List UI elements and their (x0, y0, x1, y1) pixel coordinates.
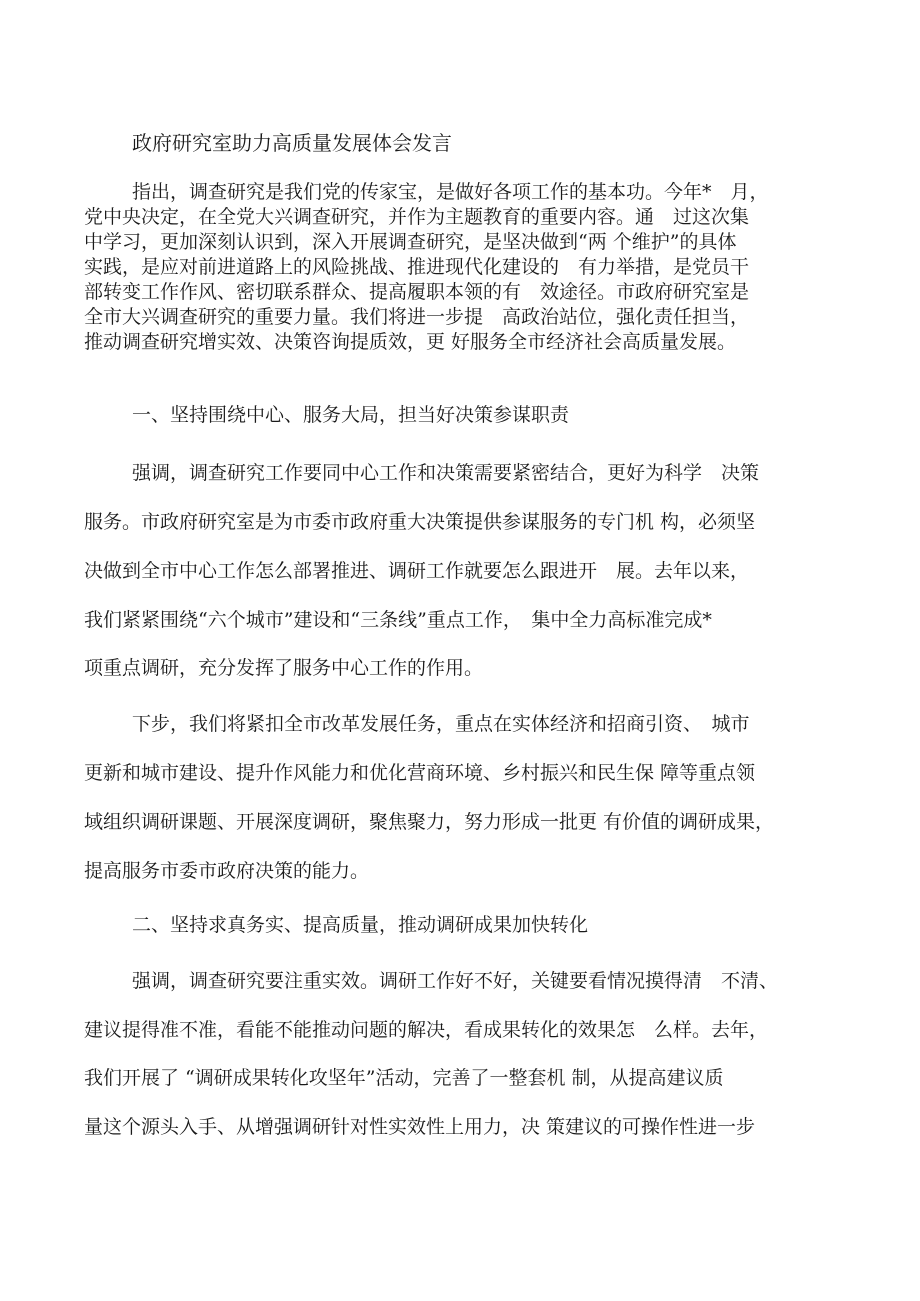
paragraph-1-line-4: 实践，是应对前进道路上的风险挑战、推进现代化建设的 有力举措，是党员干 (84, 256, 750, 278)
paragraph-1-line-2: 党中央决定，在全党大兴调查研究，并作为主题教育的重要内容。通 过这次集 (84, 206, 750, 228)
paragraph-4-line-3: 我们开展了 “调研成果转化攻坚年”活动，完善了一整套机 制，从提高建议质 (84, 1067, 724, 1089)
paragraph-3-line-4: 提高服务市委市政府决策的能力。 (84, 860, 370, 882)
section-heading-1: 一、坚持围绕中心、服务大局，担当好决策参谋职责 (132, 404, 570, 426)
paragraph-3-line-3: 域组织调研课题、开展深度调研，聚焦聚力，努力形成一批更 有价值的调研成果， (84, 811, 775, 833)
paragraph-2-line-1: 强调，调查研究工作要同中心工作和决策需要紧密结合，更好为科学 决策 (132, 462, 760, 484)
paragraph-2-line-5: 项重点调研，充分发挥了服务中心工作的作用。 (84, 657, 484, 679)
page-title: 政府研究室助力高质量发展体会发言 (132, 131, 452, 155)
paragraph-2-line-3: 决做到全市中心工作怎么部署推进、调研工作就要怎么跟进开 展。去年以来， (84, 560, 750, 582)
paragraph-1-line-7: 推动调查研究增实效、决策咨询提质效，更 好服务全市经济社会高质量发展。 (84, 331, 737, 353)
paragraph-1-line-6: 全市大兴调查研究的重要力量。我们将进一步提 高政治站位，强化责任担当， (84, 306, 750, 328)
paragraph-4-line-2: 建议提得准不准，看能不能推动问题的解决，看成果转化的效果怎 么样。去年， (84, 1019, 769, 1041)
paragraph-3-line-1: 下步，我们将紧扣全市改革发展任务，重点在实体经济和招商引资、 城市 (132, 713, 750, 735)
section-heading-2: 二、坚持求真务实、提高质量，推动调研成果加快转化 (132, 914, 589, 936)
paragraph-1-line-3: 中学习，更加深刻认识到，深入开展调查研究，是坚决做到“两 个维护”的具体 (84, 231, 737, 253)
paragraph-1-line-1: 指出，调查研究是我们党的传家宝，是做好各项工作的基本功。今年* 月， (132, 181, 769, 203)
paragraph-2-line-2: 服务。市政府研究室是为市委市政府重大决策提供参谋服务的专门机 构，必须坚 (84, 511, 756, 533)
paragraph-1-line-5: 部转变工作作风、密切联系群众、提高履职本领的有 效途径。市政府研究室是 (84, 281, 750, 303)
paragraph-4-line-1: 强调，调查研究要注重实效。调研工作好不好，关键要看情况摸得清 不清、 (132, 970, 779, 992)
paragraph-4-line-4: 量这个源头入手、从增强调研针对性实效性上用力，决 策建议的可操作性进一步 (84, 1116, 756, 1138)
paragraph-3-line-2: 更新和城市建设、提升作风能力和优化营商环境、乡村振兴和民生保 障等重点领 (84, 762, 756, 784)
paragraph-2-line-4: 我们紧紧围绕“六个城市”建设和“三条线”重点工作， 集中全力高标准完成* (84, 609, 712, 631)
